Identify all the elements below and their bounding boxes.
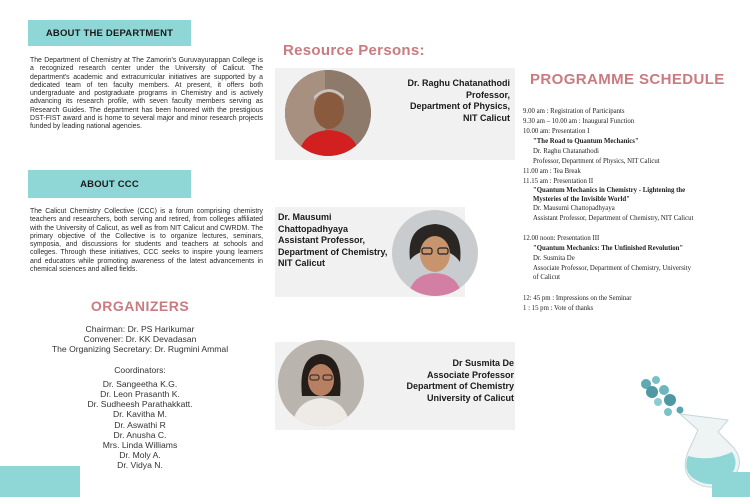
schedule-item: 1 : 15 pm : Vote of thanks [523, 305, 594, 312]
resource-person-2 [278, 212, 408, 270]
coordinator: Dr. Sudheesh Parathakkatt. [87, 399, 193, 410]
coordinators-label: Coordinators: [114, 364, 166, 375]
schedule-list [523, 107, 748, 314]
person-title: Associate Professor [426, 369, 514, 380]
resource-person-1 [372, 78, 510, 124]
schedule-talk-title-cont: Mysteries of the Invisible World" [533, 196, 630, 203]
coordinator: Dr. Anusha C. [113, 429, 167, 440]
person-inst: University of Calicut [426, 392, 514, 403]
organizing-secretary: The Organizing Secretary: Dr. Rugmini Ammal [51, 344, 229, 355]
schedule-item: 11.15 am : Presentation II [523, 178, 594, 185]
avatar-raghu [285, 70, 371, 156]
coordinator: Dr. Vidya N. [117, 460, 163, 471]
person-inst: NIT Calicut [278, 258, 326, 268]
ccc-heading: ABOUT CCC [28, 170, 191, 198]
organizers-block [10, 324, 270, 471]
person-name: Dr. Mausumi [278, 212, 332, 222]
schedule-affiliation: Assistant Professor, Department of Chemistry, NIT Calicut [533, 215, 694, 222]
avatar-mausumi [392, 210, 478, 296]
coordinator: Dr. Kavitha M. [113, 409, 167, 420]
schedule-item: 9.30 am – 10.00 am : Inaugural Function [523, 118, 635, 125]
person-inst: NIT Calicut [462, 112, 510, 123]
person-dept: Department of Physics, [409, 101, 510, 111]
programme-schedule-heading: PROGRAMME SCHEDULE [530, 71, 725, 88]
ccc-text: The Calicut Chemistry Collective (CCC) is a forum comprising chemistry teachers and researchers, both serving and retired, from colleges affiliated with the University of Calicut, as well as from NIT Calicut and CWRDM. The primary objective of the Collective is to organize lectures, seminars, symposia, and discussions for students and teachers at schools and colleges. Through these initiatives, CCC seeks to inspire young learners and educators while promoting awareness of the latest advancements in chemical sciences and allied fields. [30, 208, 263, 274]
schedule-item: 11.00 am : Tea Break [523, 168, 581, 175]
person-name: Dr Susmita De [452, 358, 514, 368]
coordinator: Mrs. Linda Williams [102, 440, 178, 451]
flask-illustration [628, 372, 750, 497]
schedule-talk-title: "The Road to Quantum Mechanics" [533, 138, 639, 145]
coordinator: Dr. Leon Prasanth K. [100, 389, 180, 400]
schedule-affiliation: Professor, Department of Physics, NIT Calicut [533, 158, 660, 165]
avatar-susmita [278, 340, 364, 426]
coordinator: Dr. Sangeetha K.G. [102, 378, 178, 389]
person-dept: Department of Chemistry [406, 381, 514, 391]
schedule-item: 12: 45 pm : Impressions on the Seminar [523, 295, 632, 302]
coordinators-list [10, 379, 270, 471]
coordinator: Dr. Moly A. [119, 450, 161, 461]
schedule-talk-title: "Quantum Mechanics: The Unfinished Revolution" [533, 245, 684, 252]
department-heading: ABOUT THE DEPARTMENT [28, 20, 191, 46]
person-dept: Department of Chemistry, [278, 246, 388, 257]
person-title: Assistant Professor, [278, 235, 366, 245]
coordinator: Dr. Aswathi R [114, 419, 166, 430]
teal-corner-bottom-left [0, 466, 80, 497]
resource-person-3 [362, 358, 514, 404]
department-text: The Department of Chemistry at The Zamorin's Guruvayurappan College is a recognized research center under the University of Calicut. The department's academic and extracurricular initiatives are supported by a dedicated team of ten faculty members. At present, it offers both undergraduate and postgraduate programs in Chemistry and is actively advancing its research profile, with seven faculty members serving as Research Guides. The department has been honored with the prestigious DST-FIST award and is home to several major and minor research projects funded by leading national agencies. [30, 57, 263, 131]
person-name: Dr. Raghu Chatanathodi [407, 78, 510, 88]
convener: Convener: Dr. KK Devadasan [83, 334, 197, 345]
schedule-speaker: Dr. Raghu Chatanathodi [533, 148, 599, 155]
schedule-speaker: Dr. Susmita De [533, 255, 575, 262]
schedule-talk-title: "Quantum Mechanics in Chemistry - Lightening the [533, 187, 686, 194]
schedule-affiliation-cont: of Calicut [533, 274, 560, 281]
chairman: Chairman: Dr. PS Harikumar [85, 324, 195, 334]
resource-persons-heading: Resource Persons: [283, 42, 425, 59]
schedule-item: 9.00 am : Registration of Participants [523, 108, 625, 115]
schedule-item: 10.00 am: Presentation I [523, 128, 590, 135]
schedule-affiliation: Associate Professor, Department of Chemistry, University [533, 265, 692, 272]
schedule-speaker: Dr. Mausumi Chattopadhyaya [533, 205, 615, 212]
organizers-heading: ORGANIZERS [90, 298, 190, 314]
person-name-cont: Chattopadhyaya [278, 223, 349, 234]
person-title: Professor, [465, 89, 510, 100]
schedule-item: 12.00 noon: Presentation III [523, 235, 600, 242]
